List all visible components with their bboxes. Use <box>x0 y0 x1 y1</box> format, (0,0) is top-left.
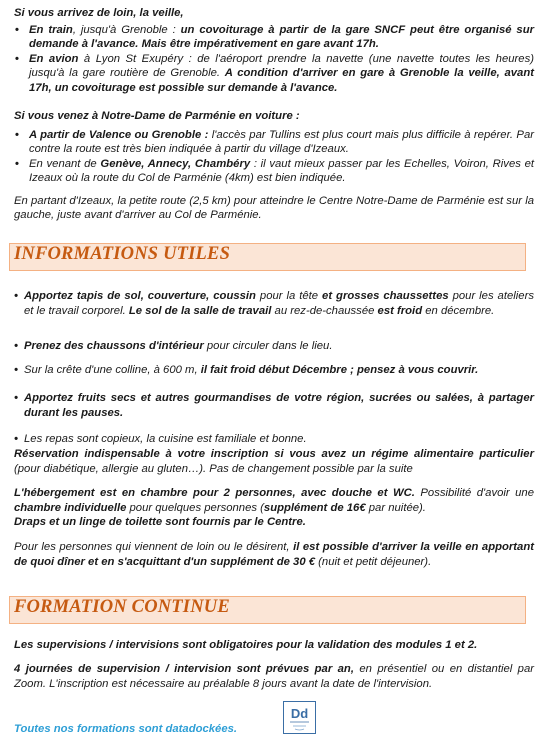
hebergement-t2: pour quelques personnes ( <box>126 501 264 514</box>
chaussons-t1: pour circuler dans le lieu. <box>203 340 333 352</box>
tapis-b4: est froid <box>377 304 423 317</box>
tapis-row <box>14 289 534 318</box>
plane-bold: A condition d'arriver en gare à Grenoble la veille, avant 17h, un covoiturage est possible sur demande à l'avance. <box>29 67 534 94</box>
hebergement-b3: supplément de 16€ <box>263 501 366 514</box>
section-title-formation: FORMATION CONTINUE <box>14 597 230 617</box>
tapis-b2: et grosses chaussettes <box>322 290 449 302</box>
hebergement-b4: Draps et un linge de toilette sont fournis par le Centre. <box>14 516 306 528</box>
hebergement-b1: L'hébergement est en chambre pour 2 personnes, avec douche et WC. <box>14 487 415 499</box>
veille-t2: (nuit et petit déjeuner). <box>315 555 432 568</box>
info-tapis <box>14 289 534 318</box>
train-text: , jusqu'à Grenoble : <box>72 23 181 36</box>
bullet-icon: • <box>14 290 18 302</box>
train-lead: En train <box>29 23 73 36</box>
colline-row <box>14 363 534 378</box>
list-item-geneve <box>14 157 534 186</box>
bullet-icon: • <box>14 392 18 404</box>
arrive-evening-intro: Si vous arrivez de loin, la veille, <box>14 7 184 19</box>
datadock-logo-icon <box>284 702 315 733</box>
list-item-valence <box>14 128 534 157</box>
journees-t1: en présentiel ou en distantiel par Zoom. L'inscription est nécessaire au préalable 8 jours avant la date de l'intervision. <box>14 663 535 690</box>
reservation-b1: Réservation indispensable à votre inscription si vous avez un régime alimentaire particulier <box>14 448 534 460</box>
car-intro-pre: Si vous venez à <box>14 110 102 122</box>
info-reservation <box>14 447 534 476</box>
list-item-plane <box>14 52 534 96</box>
plane-text: à Lyon St Exupéry : de l'aéroport prendre la navette (une navette toutes les heures) jusqu'à la gare routière de Grenoble. <box>29 52 534 79</box>
bullet-icon: • <box>14 433 18 445</box>
section-header-informations <box>9 243 526 271</box>
info-fruits <box>14 391 534 420</box>
info-veille <box>14 540 534 569</box>
bullet-icon: • <box>14 340 18 352</box>
colline-b1: il fait froid début Décembre ; pensez à vous couvrir. <box>200 364 479 376</box>
veille-t1: Pour les personnes qui viennent de loin ou le désirent, <box>14 541 294 553</box>
formation-supervisions: Les supervisions / intervisions sont obligatoires pour la validation des modules 1 et 2. <box>14 639 478 651</box>
geneve-pre: En venant de <box>29 157 101 170</box>
tapis-t2: pour les ateliers et le travail corporel. <box>24 290 534 317</box>
info-hebergement <box>14 486 534 530</box>
tapis-t1: pour la tête <box>255 290 323 302</box>
hebergement-b2: chambre individuelle <box>14 501 127 514</box>
info-colline <box>14 363 534 378</box>
plane-lead: En avion <box>29 52 79 65</box>
info-chaussons <box>14 339 534 354</box>
datadock-logo <box>283 701 316 734</box>
car-intro <box>14 109 534 124</box>
hebergement-t1: Possibilité d'avoir une <box>414 487 534 499</box>
arrive-evening-block <box>14 6 534 95</box>
repas-text: Les repas sont copieux, la cuisine est familiale et bonne. <box>24 433 307 445</box>
section-title-informations: INFORMATIONS UTILES <box>14 244 231 264</box>
valence-text: l'accès par Tullins est plus court mais plus difficile à repérer. Par contre la route est très bien indiquée à partir du village d'Izeaux. <box>29 128 534 155</box>
tapis-b1: Apportez tapis de sol, couverture, coussin <box>24 290 256 302</box>
arrive-evening-list <box>14 23 534 96</box>
train-bold: un covoiturage à partir de la gare SNCF peut être organisé sur demande à l'avance. Mais être impérativement en gare avant 17h. <box>29 23 534 50</box>
datadock-logo-letters: Dd <box>290 706 309 721</box>
car-list <box>14 128 534 186</box>
valence-bold: A partir de Valence ou Grenoble : <box>29 128 209 141</box>
formation-journees <box>14 662 534 691</box>
chaussons-b1: Prenez des chaussons d'intérieur <box>24 340 204 352</box>
tapis-t3: au rez-de-chaussée <box>271 304 378 317</box>
repas-row <box>14 432 534 447</box>
reservation-t1: (pour diabétique, allergie au gluten…). Pas de changement possible par la suite <box>14 462 413 475</box>
car-outro: En partant d'Izeaux, la petite route (2,5 km) pour atteindre le Centre Notre-Dame de Parménie est sur la gauche, juste avant d'arriver au Col de Parménie. <box>14 194 534 221</box>
geneve-text: : il vaut mieux passer par les Echelles, Voiron, Rives et Izeaux où la route du Col de Parménie (4km) est bien indiquée. <box>29 157 535 184</box>
geneve-bold: Genève, Annecy, Chambéry <box>100 157 251 170</box>
section-header-formation <box>9 596 526 624</box>
bullet-icon: • <box>14 364 18 376</box>
chaussons-row <box>14 339 534 354</box>
fruits-text: Apportez fruits secs et autres gourmandises de votre région, sucrées ou salées, à partager durant les pauses. <box>24 392 534 419</box>
veille-b1: il est possible d'arriver la veille en apportant de quoi dîner et en s'acquittant d'un supplément de 30 € <box>14 541 534 568</box>
journees-b1: 4 journées de supervision / intervision sont prévues par an, <box>14 663 354 675</box>
hebergement-t3: par nuitée). <box>365 501 426 514</box>
colline-t1: Sur la crête d'une colline, à 600 m, <box>24 364 201 376</box>
tapis-b3: Le sol de la salle de travail <box>128 304 272 317</box>
list-item-train <box>14 23 534 52</box>
footer-datadock-text: Toutes nos formations sont datadockées. <box>14 723 238 735</box>
tapis-t4: en décembre. <box>422 304 495 317</box>
fruits-row <box>14 391 534 420</box>
car-block <box>14 109 534 223</box>
car-intro-bold: Notre-Dame de Parménie en voiture : <box>101 110 300 122</box>
info-repas <box>14 432 534 447</box>
